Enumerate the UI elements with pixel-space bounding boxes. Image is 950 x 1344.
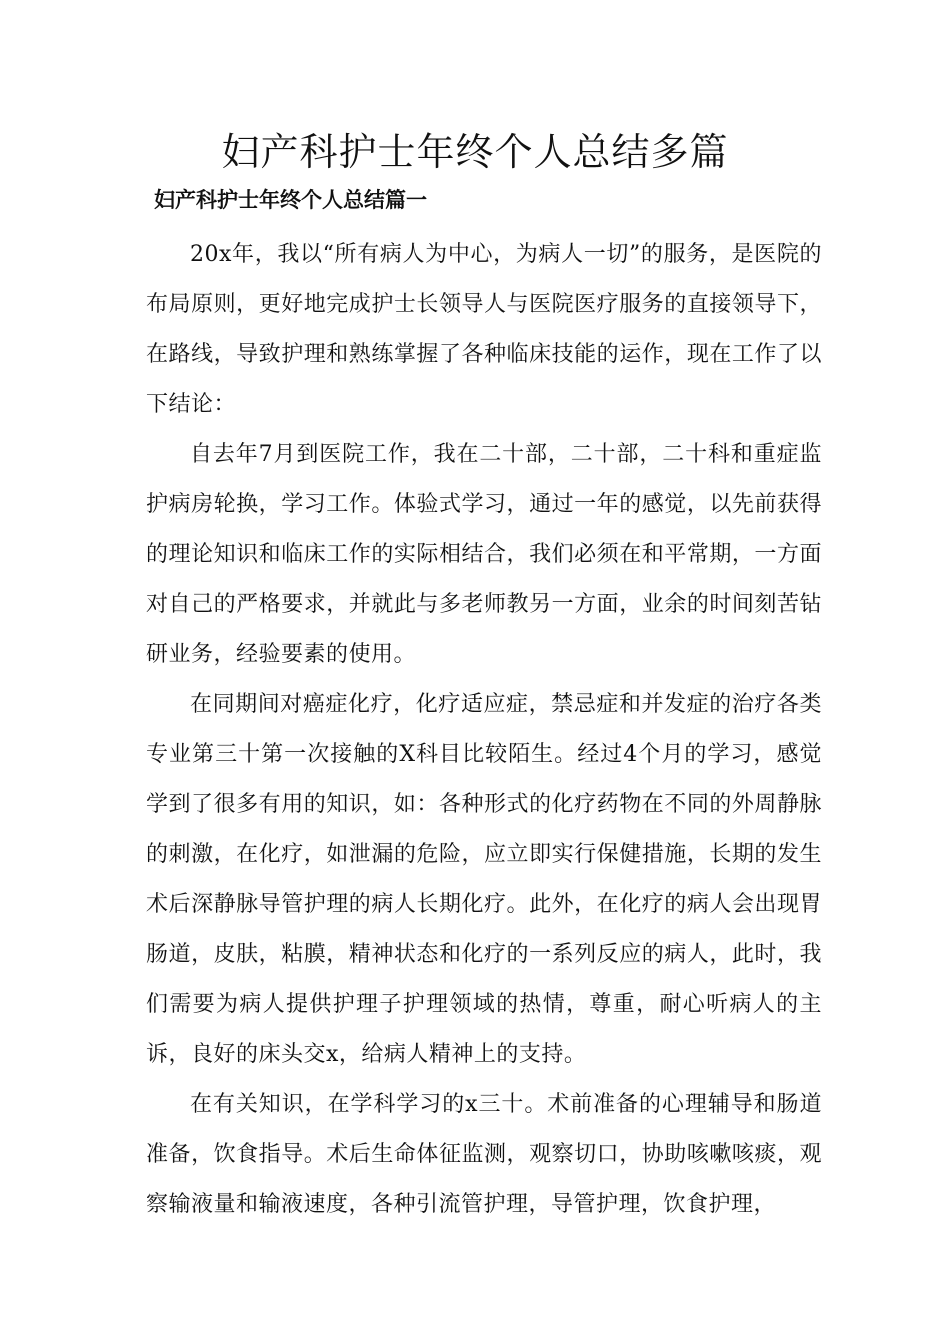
paragraph-2: 自去年7月到医院工作，我在二十部，二十部，二十科和重症监护病房轮换，学习工作。体验式学习，通过一年的感觉，以先前获得的理论知识和临床工作的实际相结合，我们必须在和平常期，一方面对自己的严格要求，并就此与多老师教另一方面，业余的时间刻苦钻研业务，经验要素的使用。 — [146, 442, 822, 667]
paragraph-1: 20x年，我以“所有病人为中心，为病人一切”的服务，是医院的布局原则，更好地完成护士长领导人与医院医疗服务的直接领导下，在路线，导致护理和熟练掌握了各种临床技能的运作，现在工作了以下结论： — [146, 242, 822, 417]
paragraph-3: 在同期间对癌症化疗，化疗适应症，禁忌症和并发症的治疗各类专业第三十第一次接触的X科目比较陌生。经过4个月的学习，感觉学到了很多有用的知识，如：各种形式的化疗药物在不同的外周静脉的刺激，在化疗，如泄漏的危险，应立即实行保健措施，长期的发生术后深静脉导管护理的病人长期化疗。此外，在化疗的病人会出现胃肠道，皮肤，粘膜，精神状态和化疗的一系列反应的病人，此时，我们需要为病人提供护理子护理领域的热情，尊重，耐心听病人的主诉，良好的床头交x，给病人精神上的支持。 — [146, 692, 822, 1067]
document-title: 妇产科护士年终个人总结多篇 — [221, 130, 729, 174]
document-body — [146, 230, 822, 1230]
section-heading: 妇产科护士年终个人总结篇一 — [154, 187, 427, 212]
paragraph-4: 在有关知识，在学科学习的x三十。术前准备的心理辅导和肠道准备，饮食指导。术后生命体征监测，观察切口，协助咳嗽咳痰，观察输液量和输液速度，各种引流管护理，导管护理，饮食护理， — [146, 1092, 822, 1217]
